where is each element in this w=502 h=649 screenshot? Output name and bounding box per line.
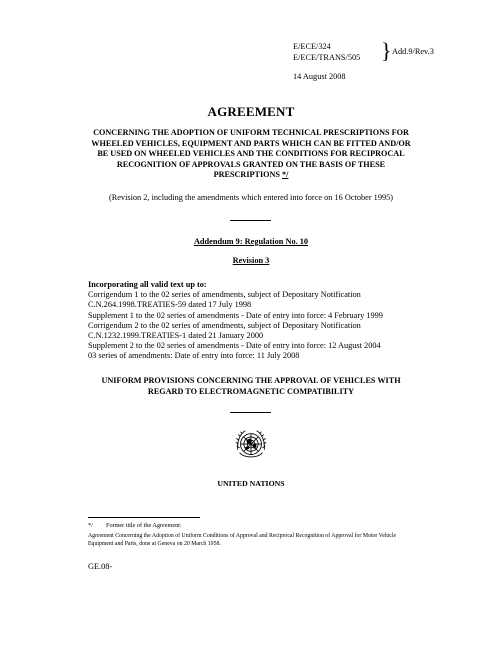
footnote-reference: */ (282, 170, 289, 179)
divider (230, 220, 271, 221)
revision-label: Revision 3 (232, 256, 270, 265)
document-date: 14 August 2008 (293, 72, 346, 81)
regulation-title: UNIFORM PROVISIONS CONCERNING THE APPROVAL OF VEHICLES WITH REGARD TO ELECTROMAGNETIC COMPATIBILITY (101, 376, 401, 396)
incorporating-line: Supplement 1 to the 02 series of amendments - Date of entry into force: 4 February 1999 (88, 310, 383, 320)
incorporating-line: C.N.1232.1999.TREATIES-1 dated 21 January 2000 (88, 331, 264, 341)
incorporating-line: Corrigendum 2 to the 02 series of amendments, subject of Depositary Notification (88, 320, 361, 330)
brace: } (381, 38, 392, 63)
footnote-text: Agreement Concerning the Adoption of Uniform Conditions of Approval and Reciprocal Recognition of Approval for Motor Vehicle Equipment and Parts, done at Geneva on 20 March 1958. (88, 533, 397, 548)
incorporating-block (88, 280, 418, 362)
un-emblem-icon (232, 427, 270, 465)
organization-name: UNITED NATIONS (217, 479, 285, 488)
addendum-number: Add.9/Rev.3 (392, 47, 434, 56)
addendum-label: Addendum 9: Regulation No. 10 (193, 237, 309, 246)
incorporating-line: C.N.264.1998.TREATIES-59 dated 17 July 1998 (88, 300, 252, 310)
revision-heading (0, 256, 502, 265)
incorporating-line: Supplement 2 to the 02 series of amendments - Date of entry into force: 12 August 2004 (88, 341, 381, 351)
agreement-subtitle (88, 128, 414, 181)
divider (230, 412, 271, 413)
symbol-1: E/ECE/324 (293, 42, 331, 51)
document-symbols (293, 42, 360, 63)
subtitle-text: CONCERNING THE ADOPTION OF UNIFORM TECHNICAL PRESCRIPTIONS FOR WHEELED VEHICLES, EQUIPMENT AND PARTS WHICH CAN BE FITTED AND/OR BE USED ON WHEELED VEHICLES AND THE CONDITIONS FOR RECIPROCAL RECOGNITION OF APPROVALS GRANTED ON THE BASIS OF THESE PRESCRIPTIONS (91, 128, 411, 179)
job-number: GE.08- (88, 562, 113, 571)
incorporating-heading: Incorporating all valid text up to: (88, 280, 207, 289)
footnote-divider (88, 517, 200, 518)
footnote-heading: Former title of the Agreement: (106, 522, 182, 529)
incorporating-line: Corrigendum 1 to the 02 series of amendments, subject of Depositary Notification (88, 290, 361, 300)
revision-note: (Revision 2, including the amendments which entered into force on 16 October 1995) (108, 193, 394, 202)
incorporating-line: 03 series of amendments: Date of entry into force: 11 July 2008 (88, 351, 300, 361)
addendum-heading (0, 237, 502, 246)
footnote-marker: */ (88, 522, 93, 529)
page-title: AGREEMENT (207, 104, 295, 119)
symbol-2: E/ECE/TRANS/505 (293, 52, 361, 62)
